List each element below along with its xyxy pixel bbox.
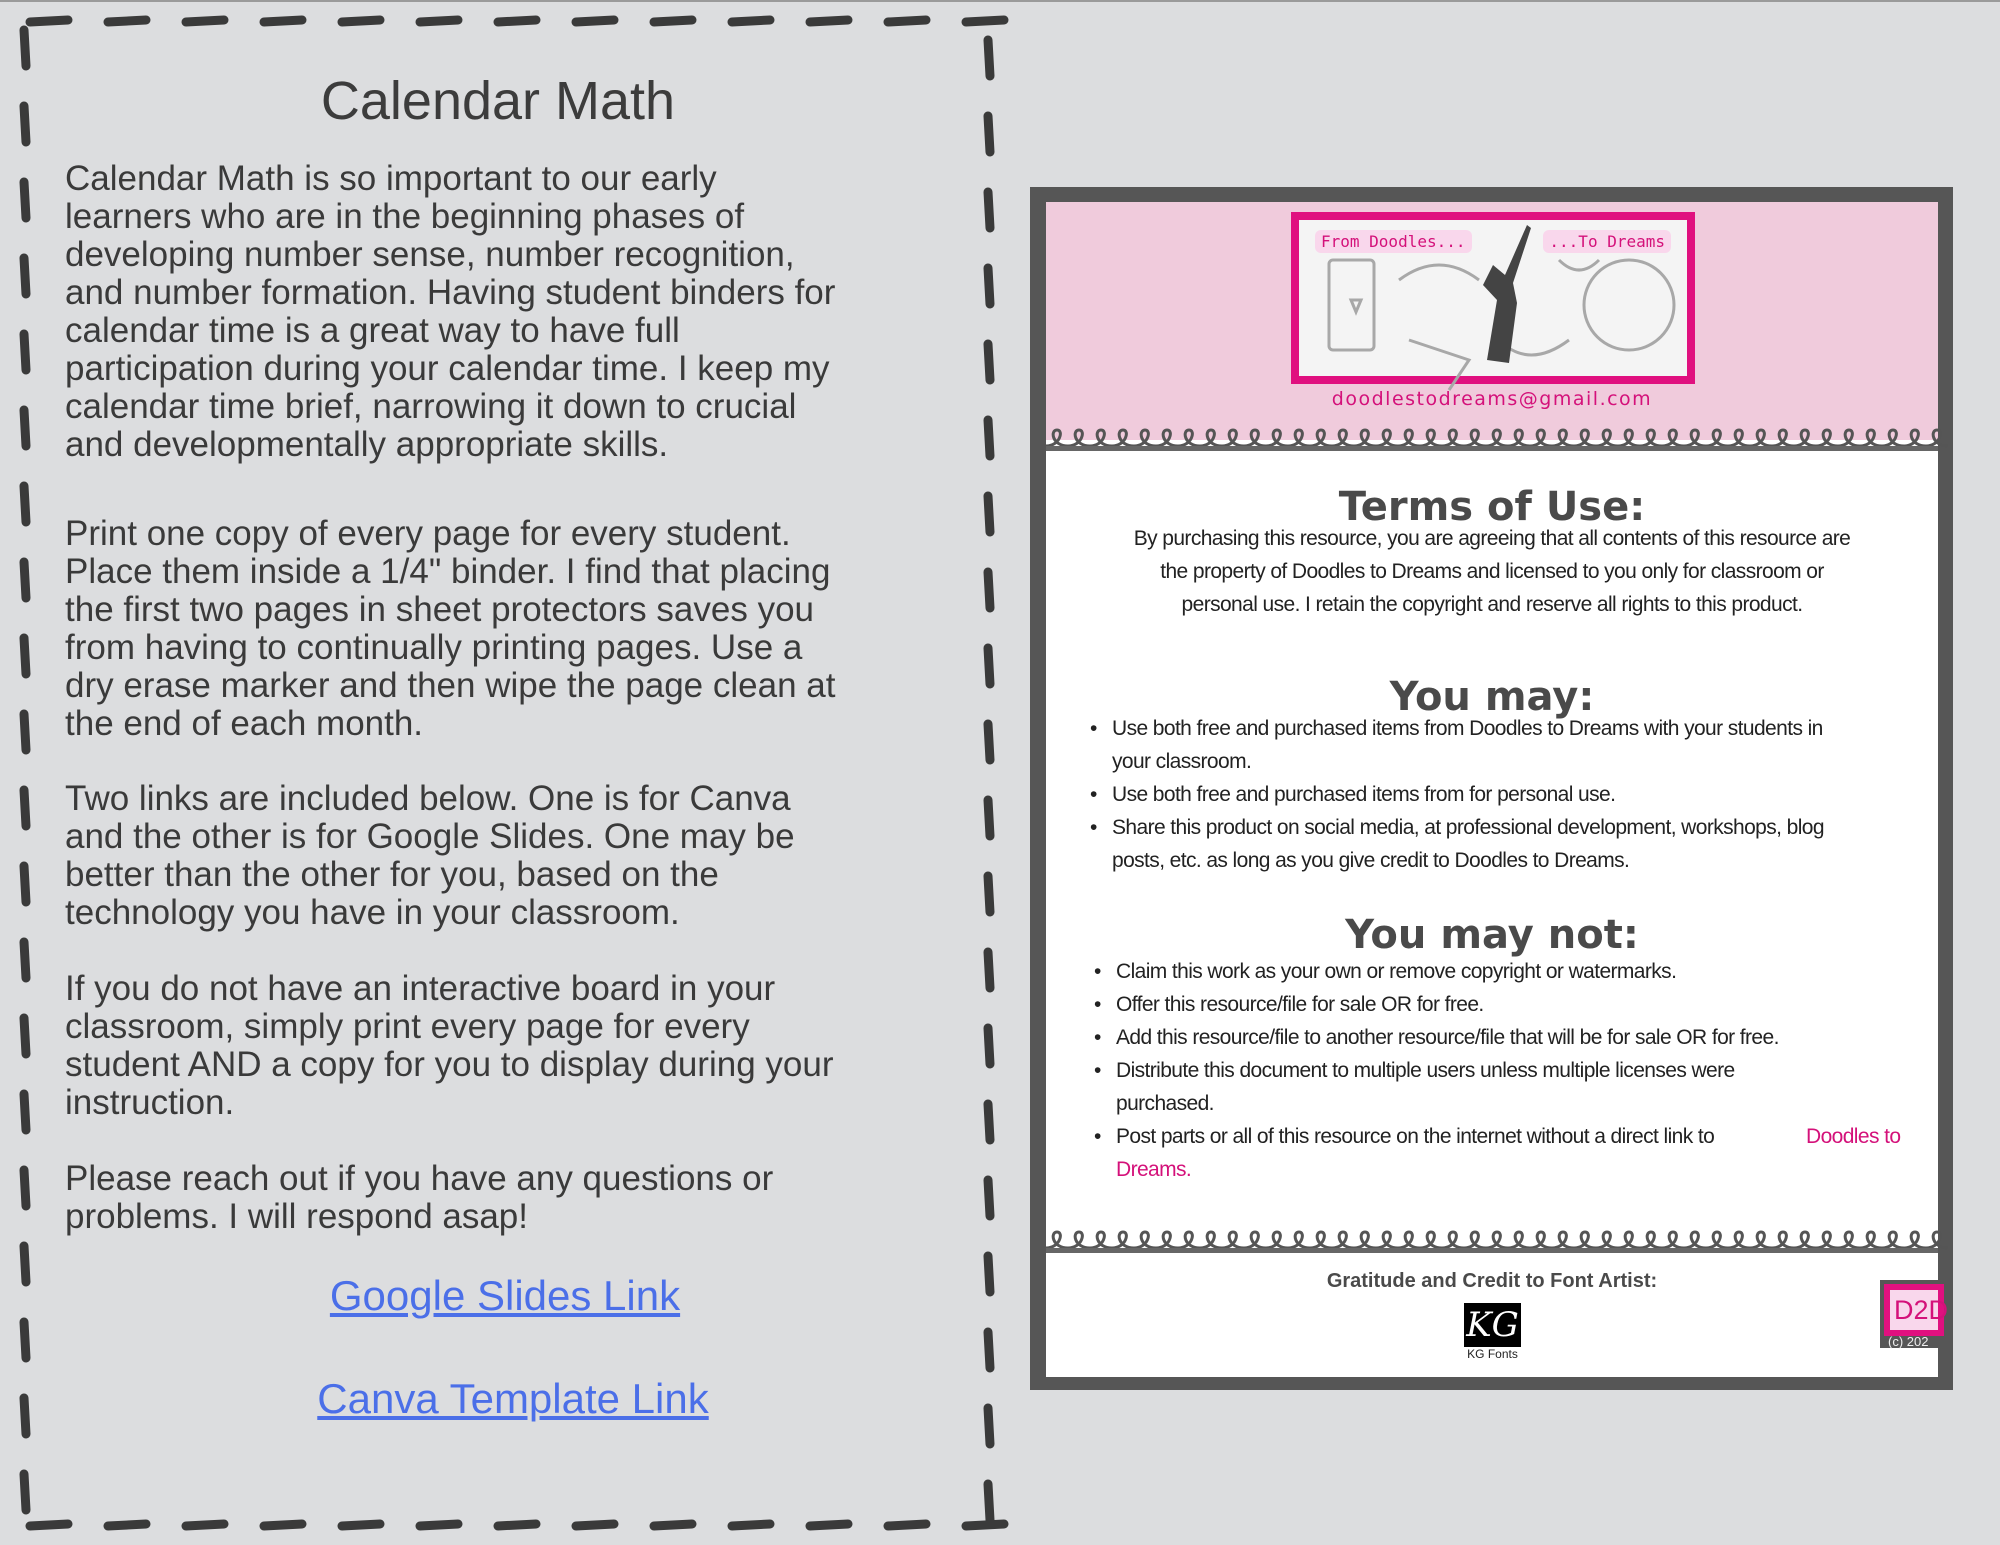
paragraph-line: Print one copy of every page for every student. bbox=[65, 514, 791, 553]
paragraph-line: and developmentally appropriate skills. bbox=[65, 425, 669, 464]
paragraph-line: developing number sense, number recognition, bbox=[65, 235, 795, 274]
terms-text-line: personal use. I retain the copyright and reserve all rights to this product. bbox=[1181, 593, 1803, 616]
paragraph-line: Two links are included below. One is for Canva bbox=[65, 779, 791, 818]
paragraph-line: participation during your calendar time. I keep my bbox=[65, 349, 830, 388]
paragraph-line: the end of each month. bbox=[65, 704, 424, 743]
intro-paragraph bbox=[65, 1160, 773, 1236]
paragraph-line: calendar time is a great way to have full bbox=[65, 311, 680, 350]
canva-template-link[interactable]: Canva Template Link bbox=[317, 1375, 709, 1422]
paragraph-line: problems. I will respond asap! bbox=[65, 1197, 528, 1236]
paragraph-line: dry erase marker and then wipe the page clean at bbox=[65, 666, 836, 705]
terms-text-line: By purchasing this resource, you are agreeing that all contents of this resource are bbox=[1133, 527, 1851, 550]
bullet-item: • Add this resource/file to another resource/file that will be for sale OR for free. bbox=[1116, 1026, 1779, 1050]
bullet-item: your classroom. bbox=[1112, 750, 1252, 773]
bullet-item: • Use both free and purchased items from Doodles to Dreams with your students in bbox=[1112, 717, 1823, 741]
intro-paragraph bbox=[65, 515, 835, 743]
contact-email: doodlestodreams@gmail.com bbox=[1331, 388, 1653, 410]
squiggle-divider bbox=[1046, 1226, 1938, 1258]
paragraph-line: technology you have in your classroom. bbox=[65, 893, 680, 932]
bullet-item: purchased. bbox=[1116, 1092, 1214, 1115]
d2d-badge-text: D2D bbox=[1884, 1284, 1944, 1336]
terms-of-use-preview bbox=[1030, 187, 1953, 1390]
intro-paragraph bbox=[65, 970, 833, 1122]
page-title: Calendar Math bbox=[320, 71, 676, 131]
bullet-item: • Claim this work as your own or remove copyright or watermarks. bbox=[1116, 960, 1676, 984]
paragraph-line: learners who are in the beginning phases of bbox=[65, 197, 745, 236]
kg-fonts-logo: KG bbox=[1464, 1303, 1521, 1347]
paragraph-line: from having to continually printing pages. Use a bbox=[65, 628, 803, 667]
terms-text-line: the property of Doodles to Dreams and licensed to you only for classroom or bbox=[1160, 560, 1824, 583]
google-slides-link[interactable]: Google Slides Link bbox=[329, 1272, 681, 1319]
doodles-to-dreams-link[interactable]: Doodles to bbox=[1806, 1125, 1901, 1148]
font-credit-heading: Gratitude and Credit to Font Artist: bbox=[1326, 1270, 1658, 1292]
terms-heading: Terms of Use: bbox=[1338, 484, 1646, 530]
bullet-item: • Post parts or all of this resource on the internet without a direct link to bbox=[1116, 1125, 1714, 1149]
squiggle-divider bbox=[1046, 424, 1938, 456]
bullet-item: • Distribute this document to multiple users unless multiple licenses were bbox=[1116, 1059, 1735, 1083]
bullet-item: • Use both free and purchased items from for personal use. bbox=[1112, 783, 1615, 807]
intro-paragraph bbox=[65, 780, 795, 932]
bullet-item: posts, etc. as long as you give credit to Doodles to Dreams. bbox=[1112, 849, 1630, 872]
you-may-not-heading: You may not: bbox=[1345, 912, 1639, 958]
paragraph-line: instruction. bbox=[65, 1083, 235, 1122]
terms-page bbox=[1046, 202, 1949, 1377]
intro-paragraph bbox=[65, 160, 835, 464]
paragraph-line: Place them inside a 1/4" binder. I find that placing bbox=[65, 552, 831, 591]
d2d-badge bbox=[1880, 1280, 1949, 1349]
doodles-to-dreams-link[interactable]: Dreams. bbox=[1116, 1158, 1192, 1181]
paragraph-line: Please reach out if you have any questions or bbox=[65, 1159, 774, 1198]
paragraph-line: better than the other for you, based on the bbox=[65, 855, 719, 894]
paragraph-line: calendar time brief, narrowing it down to crucial bbox=[65, 387, 797, 426]
logo-tag-left: From Doodles... bbox=[1315, 230, 1472, 253]
paragraph-line: classroom, simply print every page for every bbox=[65, 1007, 750, 1046]
kg-fonts-label: KG Fonts bbox=[1467, 1347, 1518, 1361]
bullet-item: • Share this product on social media, at professional development, workshops, blog bbox=[1112, 816, 1824, 840]
header-banner bbox=[1046, 202, 1938, 440]
brand-logo bbox=[1291, 212, 1695, 384]
paragraph-line: student AND a copy for you to display during your bbox=[65, 1045, 834, 1084]
paragraph-line: Calendar Math is so important to our early bbox=[65, 159, 717, 198]
bullet-item: • Offer this resource/file for sale OR for free. bbox=[1116, 993, 1484, 1017]
paragraph-line: and number formation. Having student binders for bbox=[65, 273, 836, 312]
logo-tag-right: ...To Dreams bbox=[1543, 230, 1671, 253]
paragraph-line: and the other is for Google Slides. One may be bbox=[65, 817, 795, 856]
paragraph-line: If you do not have an interactive board in your bbox=[65, 969, 776, 1008]
paragraph-line: the first two pages in sheet protectors saves you bbox=[65, 590, 814, 629]
copyright-text: (c) 202 bbox=[1888, 1334, 1929, 1349]
you-may-heading: You may: bbox=[1389, 674, 1595, 720]
